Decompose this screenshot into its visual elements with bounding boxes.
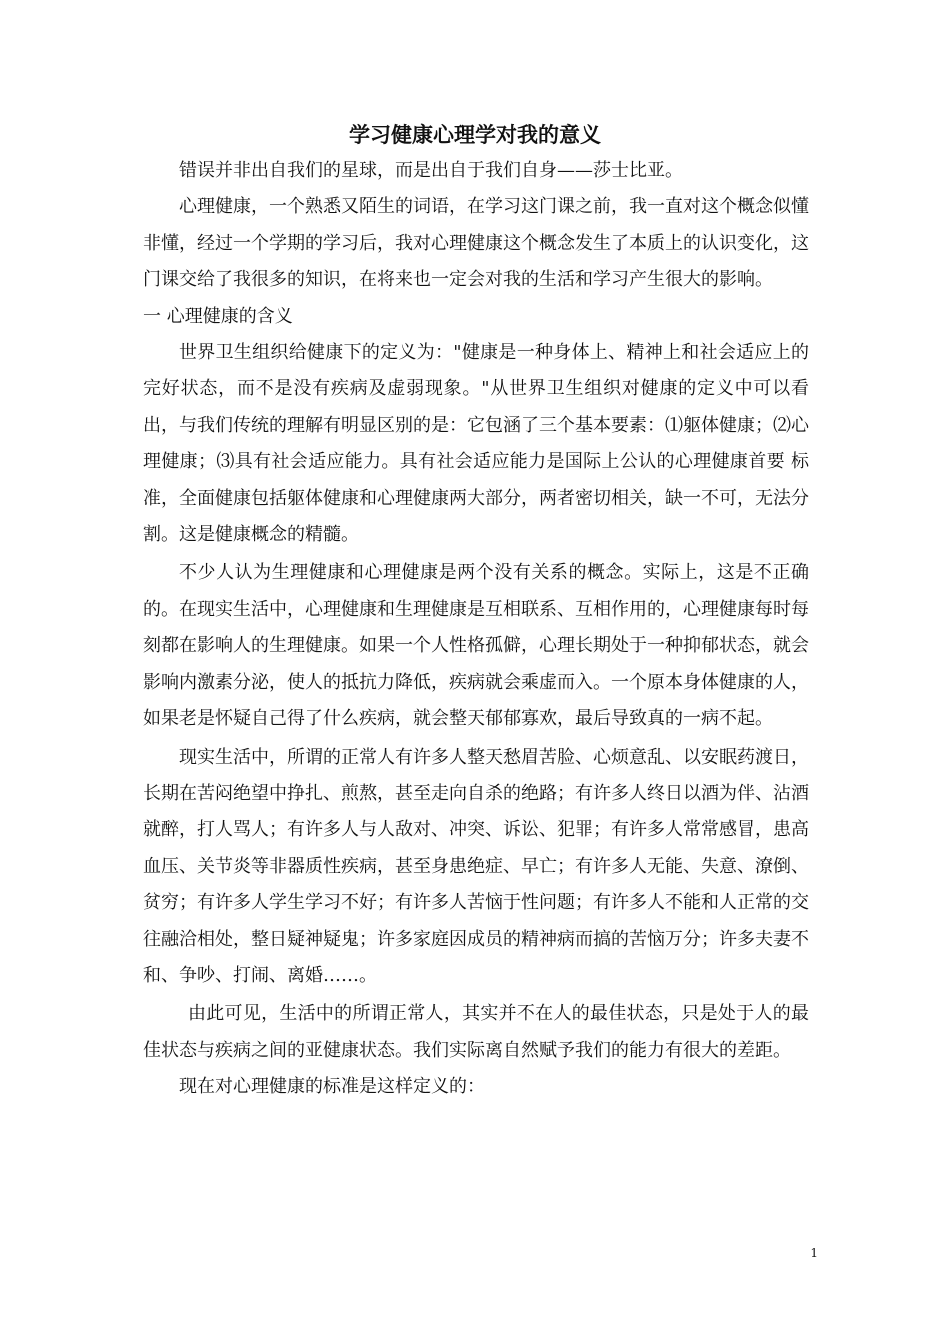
paragraph-real-life: 现实生活中，所谓的正常人有许多人整天愁眉苦脸、心烦意乱、以安眠药渡日，长期在苦闷绝望中挣扎、煎熬，甚至走向自杀的绝路；有许多人终日以酒为伴、沾酒就醉，打人骂人；有许多人与人敌对、冲突、诉讼、犯罪；有许多人常常感冒，患高血压、关节炎等非器质性疾病，甚至身患绝症、早亡；有许多人无能、失意、潦倒、贫穷；有许多人学生学习不好；有许多人苦恼于性问题；有许多人不能和人正常的交往融洽相处，整日疑神疑鬼；许多家庭因成员的精神病而搞的苦恼万分；许多夫妻不和、争吵、打闹、离婚……。 — [143, 746, 809, 986]
document-title: 学习健康心理学对我的意义 — [349, 122, 601, 147]
paragraph-subhealth: 由此可见，生活中的所谓正常人，其实并不在人的最佳状态，只是处于人的最佳状态与疾病之间的亚健康状态。我们实际离自然赋予我们的能力有很大的差距。 — [143, 1003, 809, 1061]
section-heading: 一 心理健康的含义 — [143, 305, 293, 327]
paragraph-who-definition: 世界卫生组织给健康下的定义为："健康是一种身体上、精神上和社会适应上的完好状态，而不是没有疾病及虚弱现象。"从世界卫生组织对健康的定义中可以看 出，与我们传统的理解有明显区别的是：它包涵了三个基本要素：⑴躯体健康；⑵心理健康；⑶具有社会适应能力。具有社会适应能力是国际上公认的心理健康首要 标准，全面健康包括躯体健康和心理健康两大部分，两者密切相关，缺一不可，无法分割。这是健康概念的精髓。 — [143, 342, 809, 546]
paragraph-physiology: 不少人认为生理健康和心理健康是两个没有关系的概念。实际上，这是不正确的。在现实生活中，心理健康和生理健康是互相联系、互相作用的，心理健康每时每刻都在影响人的生理健康。如果一个人性格孤僻，心理长期处于一种抑郁状态，就会影响内激素分泌，使人的抵抗力降低，疾病就会乘虚而入。一个原本身体健康的人，如果老是怀疑自己得了什么疾病，就会整天郁郁寡欢，最后导致真的一病不起。 — [143, 562, 809, 730]
paragraph-intro: 心理健康，一个熟悉又陌生的词语，在学习这门课之前，我一直对这个概念似懂非懂，经过一个学期的学习后，我对心理健康这个概念发生了本质上的认识变化，这门课交给了我很多的知识，在将来也一定会对我的生活和学习产生很大的影响。 — [143, 196, 809, 291]
document-body — [143, 153, 809, 1106]
page-number: 1 — [810, 1246, 818, 1260]
paragraph-standard: 现在对心理健康的标准是这样定义的： — [179, 1076, 485, 1098]
paragraph-quote: 错误并非出自我们的星球，而是出自于我们自身——莎士比亚。 — [179, 160, 683, 181]
